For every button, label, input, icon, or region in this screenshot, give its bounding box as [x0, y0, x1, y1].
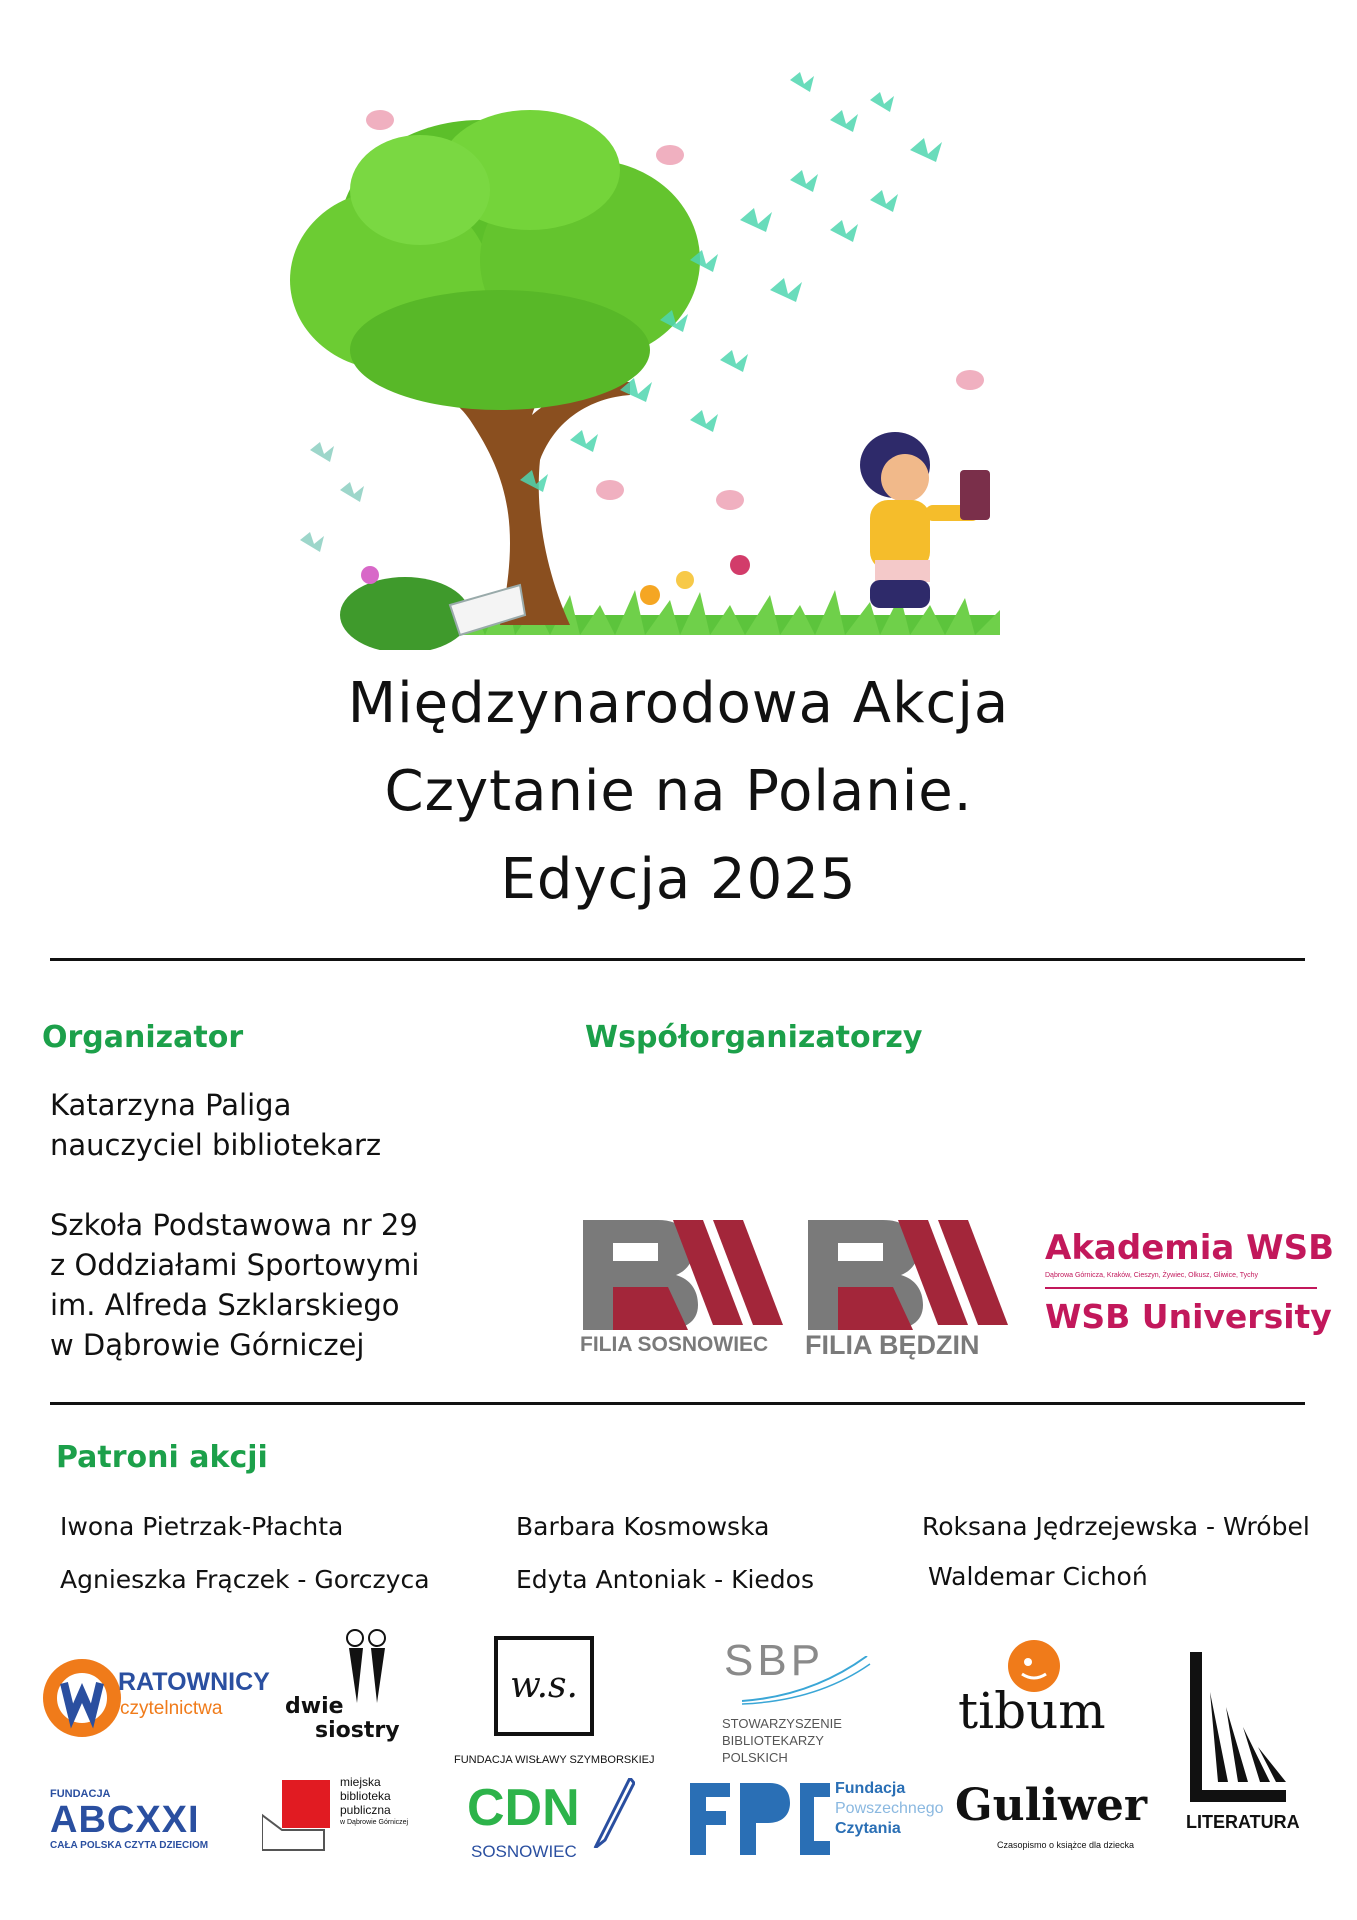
fpc-logo[interactable] [690, 1778, 945, 1858]
divider-top [50, 958, 1305, 961]
patron-name: Roksana Jędrzejewska - Wróbel [922, 1512, 1310, 1541]
organizer-role: nauczyciel bibliotekarz [50, 1128, 382, 1162]
divider-bottom [50, 1402, 1305, 1405]
fpc-text-1: Fundacja [835, 1780, 906, 1797]
patron-name: Waldemar Cichoń [928, 1562, 1148, 1591]
ws-mark: w.s. [510, 1665, 578, 1706]
ratownicy-logo[interactable] [42, 1658, 270, 1743]
ws-box [494, 1636, 594, 1736]
patron-name: Barbara Kosmowska [516, 1512, 770, 1541]
page-title [0, 660, 1357, 924]
tree-canopy [290, 110, 700, 410]
fpc-text-2: Powszechnego [835, 1800, 944, 1817]
bw-bedzin-logo[interactable] [803, 1215, 1013, 1365]
sbp-text-2: BIBLIOTEKARZY [722, 1733, 824, 1748]
guliwer-text: Guliwer [955, 1780, 1148, 1831]
school-line: Szkoła Podstawowa nr 29 [50, 1208, 418, 1242]
literatura-logo[interactable] [1184, 1652, 1304, 1842]
mbp-text-1: miejska [340, 1775, 381, 1789]
guliwer-sub: Czasopismo o książce dla dziecka [997, 1840, 1135, 1850]
title-line-2: Czytanie na Polanie. [384, 759, 973, 824]
ratownicy-text-1: RATOWNICY [118, 1668, 270, 1696]
dwie-text: dwie [285, 1694, 344, 1719]
guliwer-logo[interactable] [955, 1780, 1148, 1860]
wsb-rule [1045, 1287, 1317, 1289]
cdn-mark: CDN [467, 1779, 580, 1837]
organizer-school [50, 1205, 419, 1365]
flower [730, 555, 750, 575]
fpc-mark-icon [690, 1783, 830, 1855]
organizer-person [50, 1085, 381, 1165]
mbp-text-4: w Dąbrowie Górniczej [340, 1819, 409, 1826]
pen-nib-icon [590, 1778, 635, 1848]
wsb-bottom-text: WSB University [1045, 1297, 1332, 1336]
akademia-wsb-logo[interactable] [1045, 1228, 1335, 1358]
mbp-text-2: biblioteka [340, 1789, 391, 1803]
flower [640, 585, 660, 605]
tibum-logo[interactable] [952, 1636, 1112, 1746]
school-line: im. Alfreda Szklarskiego [50, 1288, 400, 1322]
cdn-sub: SOSNOWIEC [471, 1842, 577, 1861]
sbp-swoosh-icon [742, 1656, 872, 1706]
fpc-text-3: Czytania [835, 1820, 901, 1837]
bw-mark-icon [578, 1215, 783, 1330]
abc-bottom-text: CAŁA POLSKA CZYTA DZIECIOM [50, 1840, 209, 1851]
flower [676, 571, 694, 589]
patron-name: Agnieszka Frączek - Gorczyca [60, 1565, 430, 1594]
literatura-text: LITERATURA [1186, 1812, 1300, 1832]
school-line: z Oddziałami Sportowymi [50, 1248, 420, 1282]
patron-name: Iwona Pietrzak-Płachta [60, 1512, 344, 1541]
siostry-text: siostry [315, 1718, 400, 1743]
bw-sosnowiec-caption: FILIA SOSNOWIEC [580, 1333, 769, 1356]
mbp-logo[interactable] [262, 1775, 432, 1855]
patrons-heading: Patroni akcji [56, 1440, 268, 1475]
ratownicy-text-2: czytelnictwa [120, 1698, 223, 1719]
fundacja-szymborskiej-logo[interactable] [452, 1636, 655, 1776]
abcxxi-logo[interactable] [50, 1788, 240, 1858]
bw-sosnowiec-logo[interactable] [578, 1215, 783, 1365]
flower [361, 566, 379, 584]
mbp-book-icon [262, 1775, 332, 1855]
title-line-3: Edycja 2025 [500, 847, 857, 912]
sbp-text-1: STOWARZYSZENIE [722, 1716, 842, 1731]
sbp-logo[interactable] [722, 1636, 872, 1776]
bush [340, 577, 470, 650]
abc-top-text: FUNDACJA [50, 1788, 111, 1800]
school-line: w Dąbrowie Górniczej [50, 1328, 365, 1362]
sbp-mark: SBP [724, 1636, 825, 1685]
dwie-siostry-logo[interactable] [285, 1628, 410, 1748]
coorganizers-heading: Współorganizatorzy [585, 1020, 923, 1055]
abc-mark: ABCXXI [50, 1799, 200, 1841]
wsb-top-text: Akademia WSB [1045, 1228, 1335, 1268]
title-line-1: Międzynarodowa Akcja [347, 671, 1010, 736]
tibum-text: tibum [958, 1682, 1106, 1740]
sbp-text-3: POLSKICH [722, 1750, 788, 1765]
child-reading [860, 432, 990, 608]
ratownicy-ring-icon [42, 1658, 122, 1738]
wsb-cities-text: Dąbrowa Górnicza, Kraków, Cieszyn, Żywiec, Olkusz, Gliwice, Tychy [1045, 1272, 1259, 1279]
ws-caption: FUNDACJA WISŁAWY SZYMBORSKIEJ [454, 1754, 655, 1766]
bw-mark-icon [803, 1215, 1013, 1330]
mbp-text-3: publiczna [340, 1803, 391, 1817]
patron-name: Edyta Antoniak - Kiedos [516, 1565, 814, 1594]
organizer-name: Katarzyna Paliga [50, 1088, 292, 1122]
hero-illustration [270, 60, 1090, 650]
organizer-heading: Organizator [42, 1020, 244, 1055]
sisters-figure-icon [337, 1628, 397, 1708]
literatura-mark-icon [1188, 1652, 1288, 1802]
cdn-logo[interactable] [465, 1778, 645, 1868]
bw-bedzin-caption: FILIA BĘDZIN [805, 1330, 980, 1360]
